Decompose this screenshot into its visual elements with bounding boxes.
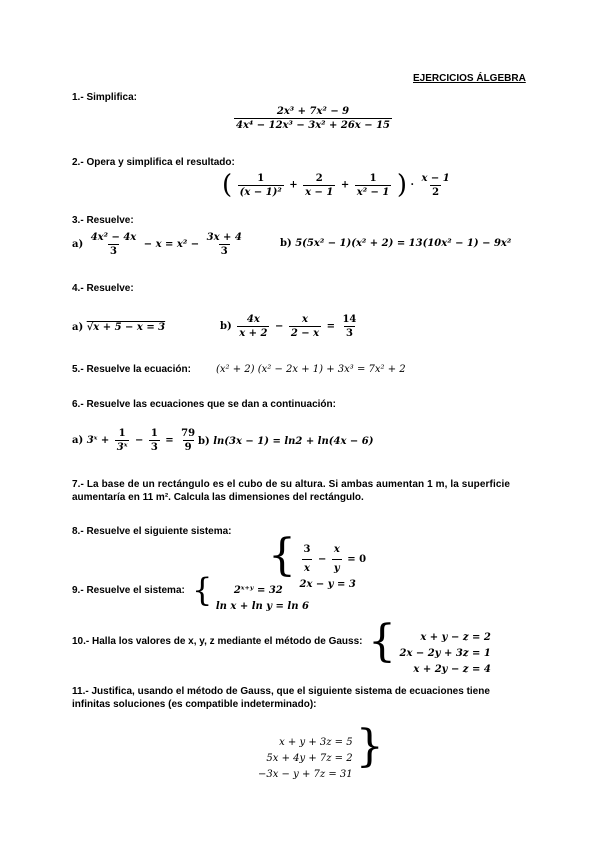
q3-label: 3.- Resuelve: [72,215,134,226]
q1-denominator: 4x⁴ − 12x³ − 3x² + 26x − 15 [236,120,391,131]
q2-f4-den: 2 [432,186,440,198]
q9-brace: { [192,571,213,609]
q2-plus1: + [289,179,298,191]
q6-a-f1-den: 3ˣ [116,442,128,453]
q11-line2: infinitas soluciones (es compatible indeterminado): [72,699,317,710]
q3-a-f2-num: 3x + 4 [206,232,242,243]
q6-a-f2-den: 3 [150,442,158,453]
q6-a-f1-num: 1 [118,428,126,439]
q6-b-expression: ln(3x − 1) = ln2 + ln(4x − 6) [213,436,374,447]
q3-b [280,238,511,249]
q3-a-f1-num: 4x² − 4x [90,232,137,243]
q2-open-paren: ( [222,170,233,200]
q4-b [220,314,360,339]
q2-expression [222,170,454,200]
q8-e1-minus: − [317,554,327,565]
q4-label: 4.- Resuelve: [72,283,134,294]
q9-label: 9.- Resuelve el sistema: [72,585,185,596]
q6-a-f3-den: 9 [184,442,192,453]
q9-system [192,571,309,615]
q6-label: 6.- Resuelve las ecuaciones que se dan a continuación: [72,399,336,410]
q4-b-equals: = [326,321,335,332]
q8-label: 8.- Resuelve el siguiente sistema: [72,526,232,537]
q7-line2: aumentaría en 11 m². Calcula las dimensiones del rectángulo. [72,492,364,503]
q2-f2-den: x − 1 [305,186,334,198]
q8-e1-f2-den: y [332,559,342,577]
q4-b-f2-den: 2 − x [290,328,320,339]
q8-e1-f1-den: x [302,559,312,577]
q10-eq2: 2x − 2y + 3z = 1 [399,647,491,659]
q2-f1-num: 1 [257,172,265,184]
q4-a-expression: √x + 5 − x = 3 [86,322,166,333]
q6-a-f2-num: 1 [150,428,158,439]
q8-brace: { [268,530,296,581]
q4-b-f3-num: 14 [342,314,357,325]
q6-b [198,436,373,447]
q4-a-label: a) [72,322,84,333]
q11-right-brace: } [355,721,384,772]
q8-e1-f1-num: 3 [303,544,311,555]
q11-system [258,721,384,783]
q9-eq1: 2ˣ⁺ʸ = 32 [233,584,283,596]
q2-close-paren: ) [396,170,408,200]
q2-f3-den: x² − 1 [356,186,390,198]
q3-a-f1-den: 3 [110,246,117,257]
q6-a-minus: − [134,435,144,446]
q2-label: 2.- Opera y simplifica el resultado: [72,157,235,168]
q8-eq1 [299,542,366,577]
q2-plus2: + [340,179,350,191]
q6-a-f3-num: 79 [181,428,196,439]
q4-b-f1-den: x + 2 [239,328,268,339]
q11-line1: 11.- Justifica, usando el método de Gauss, que el siguiente sistema de ecuaciones tiene [72,686,490,697]
q6-a [72,428,199,453]
q4-b-f1-num: 4x [246,314,260,325]
q10-eq1: x + y − z = 2 [420,631,491,643]
q7-line1: 7.- La base de un rectángulo es el cubo de su altura. Si ambas aumentan 1 m, la superficie [72,479,511,490]
q5-label: 5.- Resuelve la ecuación: [72,364,191,375]
q10-brace: { [368,616,396,667]
q6-a-pre: 3ˣ + [86,435,110,446]
q11-eq1: x + y + 3z = 5 [279,736,353,748]
q6-a-equals: = [165,435,174,446]
q2-f2-num: 2 [315,172,323,184]
q10-label: 10.- Halla los valores de x, y, z mediante el método de Gauss: [72,636,363,647]
q5-expression-text: (x² + 2) (x² − 2x + 1) + 3x³ = 7x² + 2 [216,364,406,375]
q5-expression [216,364,406,375]
q3-a [72,232,246,257]
q4-b-f3-den: 3 [345,328,353,339]
q3-b-label: b) [280,238,292,249]
q8-eq2: 2x − y = 3 [299,579,356,590]
q4-b-f2-num: x [301,314,308,325]
q3-a-label: a) [72,239,84,250]
q4-a [72,322,165,333]
q1-fraction [232,106,394,131]
q10-system [368,616,491,678]
q3-a-mid: − x = x² − [143,239,200,250]
q1-label: 1.- Simplifica: [72,92,138,103]
q4-b-minus: − [274,321,284,332]
q11-eq2: 5x + 4y + 7z = 2 [266,752,353,764]
q4-b-label: b) [220,321,232,332]
q6-b-label: b) [198,436,210,447]
q10-eq3: x + 2y − z = 4 [413,663,491,675]
q8-e1-f2-num: x [333,544,340,555]
q2-f3-num: 1 [369,172,377,184]
q6-a-label: a) [72,435,84,446]
q3-a-f2-den: 3 [220,246,228,257]
page-title: EJERCICIOS ÁLGEBRA [413,73,526,84]
q2-f4-num: x − 1 [421,172,450,184]
q2-f1-den: (x − 1)² [239,186,282,198]
q2-dot: · [410,179,414,191]
q8-e1-rhs: = 0 [347,554,367,565]
q3-b-expression: 5(5x² − 1)(x² + 2) = 13(10x² − 1) − 9x² [295,238,512,249]
q1-numerator: 2x³ + 7x² − 9 [276,106,350,117]
q11-eq3: −3x − y + 7z = 31 [258,768,353,780]
q9-eq2: ln x + ln y = ln 6 [215,600,309,612]
